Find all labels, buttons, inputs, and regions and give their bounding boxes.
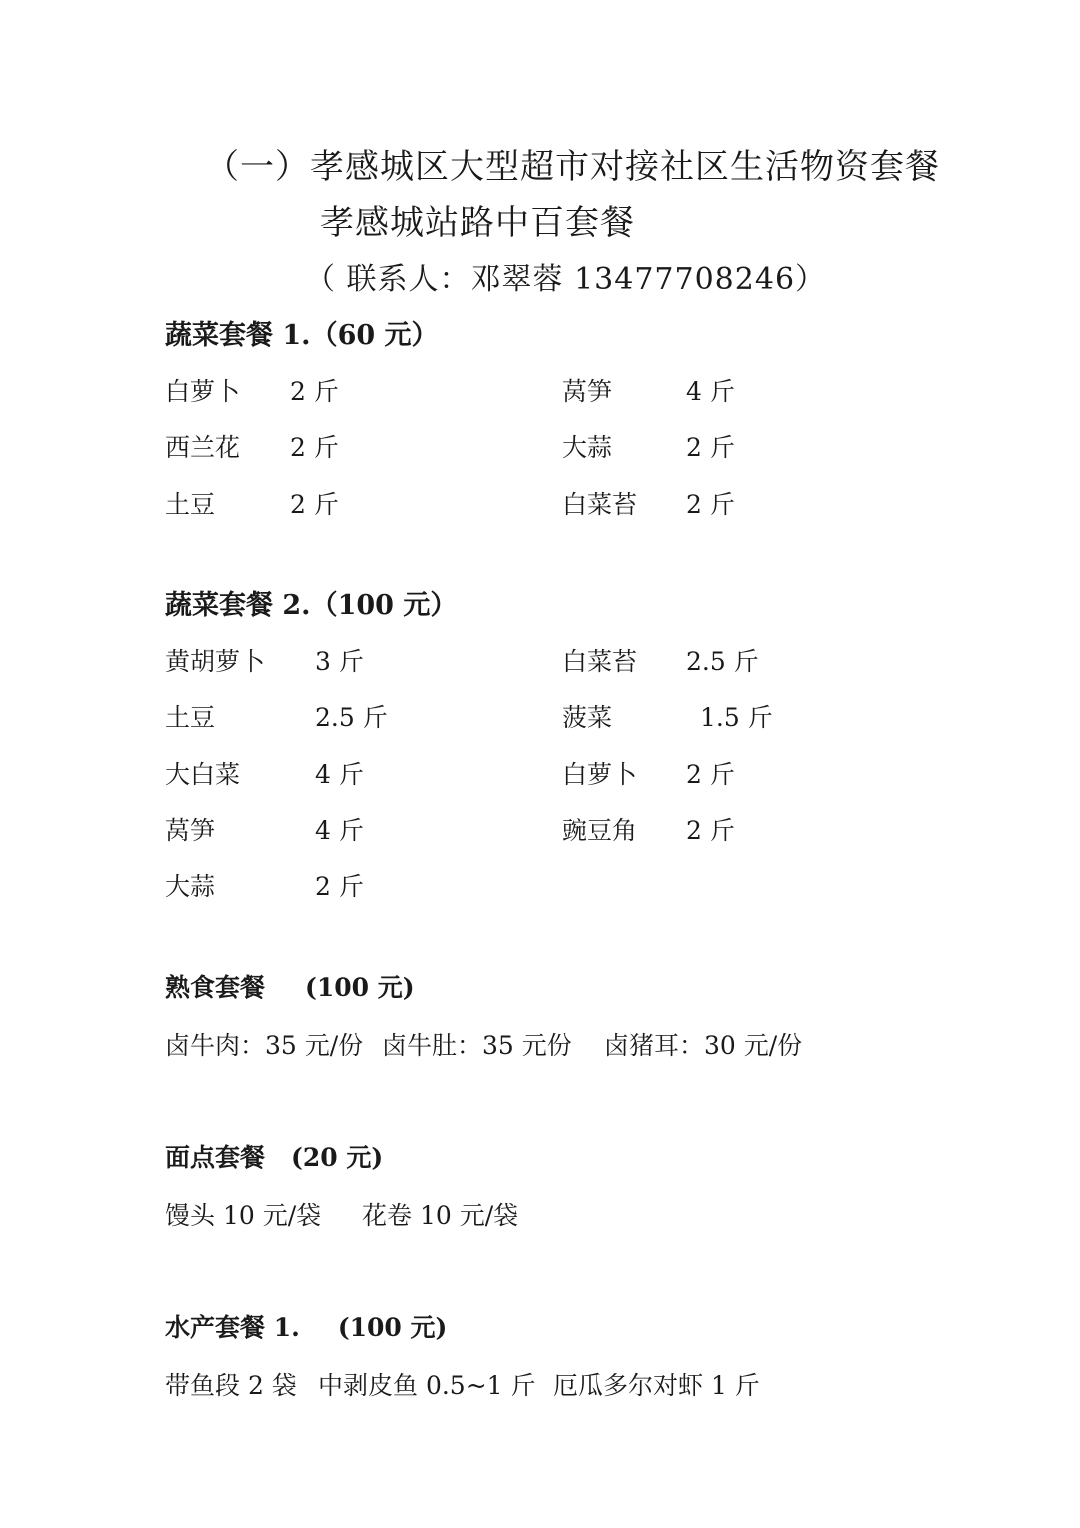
veg2-item-qty: 4 斤 <box>315 816 364 845</box>
veg2-item-qty: 2.5 斤 <box>315 703 388 732</box>
veg-package-1-heading: 蔬菜套餐 1.（60 元） <box>165 320 439 351</box>
veg2-item-qty: 4 斤 <box>315 760 364 789</box>
pastry-package-heading <box>165 1138 383 1174</box>
veg1-item-name: 白菜苔 <box>562 490 638 519</box>
veg1-item-qty: 4 斤 <box>686 377 735 406</box>
aquatic-heading-price: (100 元) <box>337 1313 448 1342</box>
page-title: （一）孝感城区大型超市对接社区生活物资套餐 <box>205 147 940 187</box>
veg2-item-qty: 2 斤 <box>315 872 364 901</box>
veg2-item-name: 大蒜 <box>165 872 216 901</box>
veg2-item-name: 大白菜 <box>165 760 241 789</box>
pastry-heading-price: (20 元) <box>291 1143 384 1172</box>
page-subtitle: 孝感城站路中百套餐 <box>320 203 635 243</box>
aquatic-package-heading <box>165 1308 447 1344</box>
veg1-item-name: 西兰花 <box>165 433 241 462</box>
veg2-item-name: 土豆 <box>165 703 216 732</box>
veg1-item-qty: 2 斤 <box>290 490 339 519</box>
aquatic-item: 带鱼段 2 袋 <box>165 1371 297 1400</box>
veg2-item-qty: 3 斤 <box>315 647 364 676</box>
veg1-item-name: 大蒜 <box>562 433 613 462</box>
pastry-heading-name: 面点套餐 <box>165 1143 266 1172</box>
deli-item: 卤牛肚：35 元份 <box>382 1031 572 1060</box>
veg2-item-name: 莴笋 <box>165 816 216 845</box>
deli-heading-price: (100 元) <box>305 973 415 1002</box>
veg1-item-qty: 2 斤 <box>686 433 735 462</box>
veg1-item-qty: 2 斤 <box>290 377 339 406</box>
veg2-item-name: 白菜苔 <box>562 647 638 676</box>
veg2-item-name: 白萝卜 <box>562 760 638 789</box>
aquatic-heading-name: 水产套餐 1. <box>165 1313 300 1342</box>
deli-heading-name: 熟食套餐 <box>165 973 266 1002</box>
veg2-item-qty: 1.5 斤 <box>700 703 773 732</box>
veg2-item-name: 豌豆角 <box>562 816 638 845</box>
veg1-item-qty: 2 斤 <box>686 490 735 519</box>
contact-info: （ 联系人：邓翠蓉 13477708246） <box>305 262 827 297</box>
deli-item: 卤猪耳：30 元/份 <box>604 1031 803 1060</box>
veg1-item-name: 莴笋 <box>562 377 613 406</box>
deli-package-heading <box>165 968 415 1004</box>
veg2-item-qty: 2 斤 <box>686 816 735 845</box>
veg2-item-qty: 2.5 斤 <box>686 647 759 676</box>
veg2-item-name: 黄胡萝卜 <box>165 647 266 676</box>
veg2-item-qty: 2 斤 <box>686 760 735 789</box>
aquatic-item: 中剥皮鱼 0.5~1 斤 <box>318 1371 536 1400</box>
veg-package-2-heading: 蔬菜套餐 2.（100 元） <box>165 590 458 621</box>
veg2-item-name: 菠菜 <box>562 703 613 732</box>
veg1-item-qty: 2 斤 <box>290 433 339 462</box>
pastry-item: 花卷 10 元/袋 <box>362 1201 519 1230</box>
aquatic-item: 厄瓜多尔对虾 1 斤 <box>553 1371 760 1400</box>
veg1-item-name: 土豆 <box>165 490 216 519</box>
deli-item: 卤牛肉：35 元/份 <box>165 1031 364 1060</box>
pastry-item: 馒头 10 元/袋 <box>165 1201 322 1230</box>
veg1-item-name: 白萝卜 <box>165 377 241 406</box>
